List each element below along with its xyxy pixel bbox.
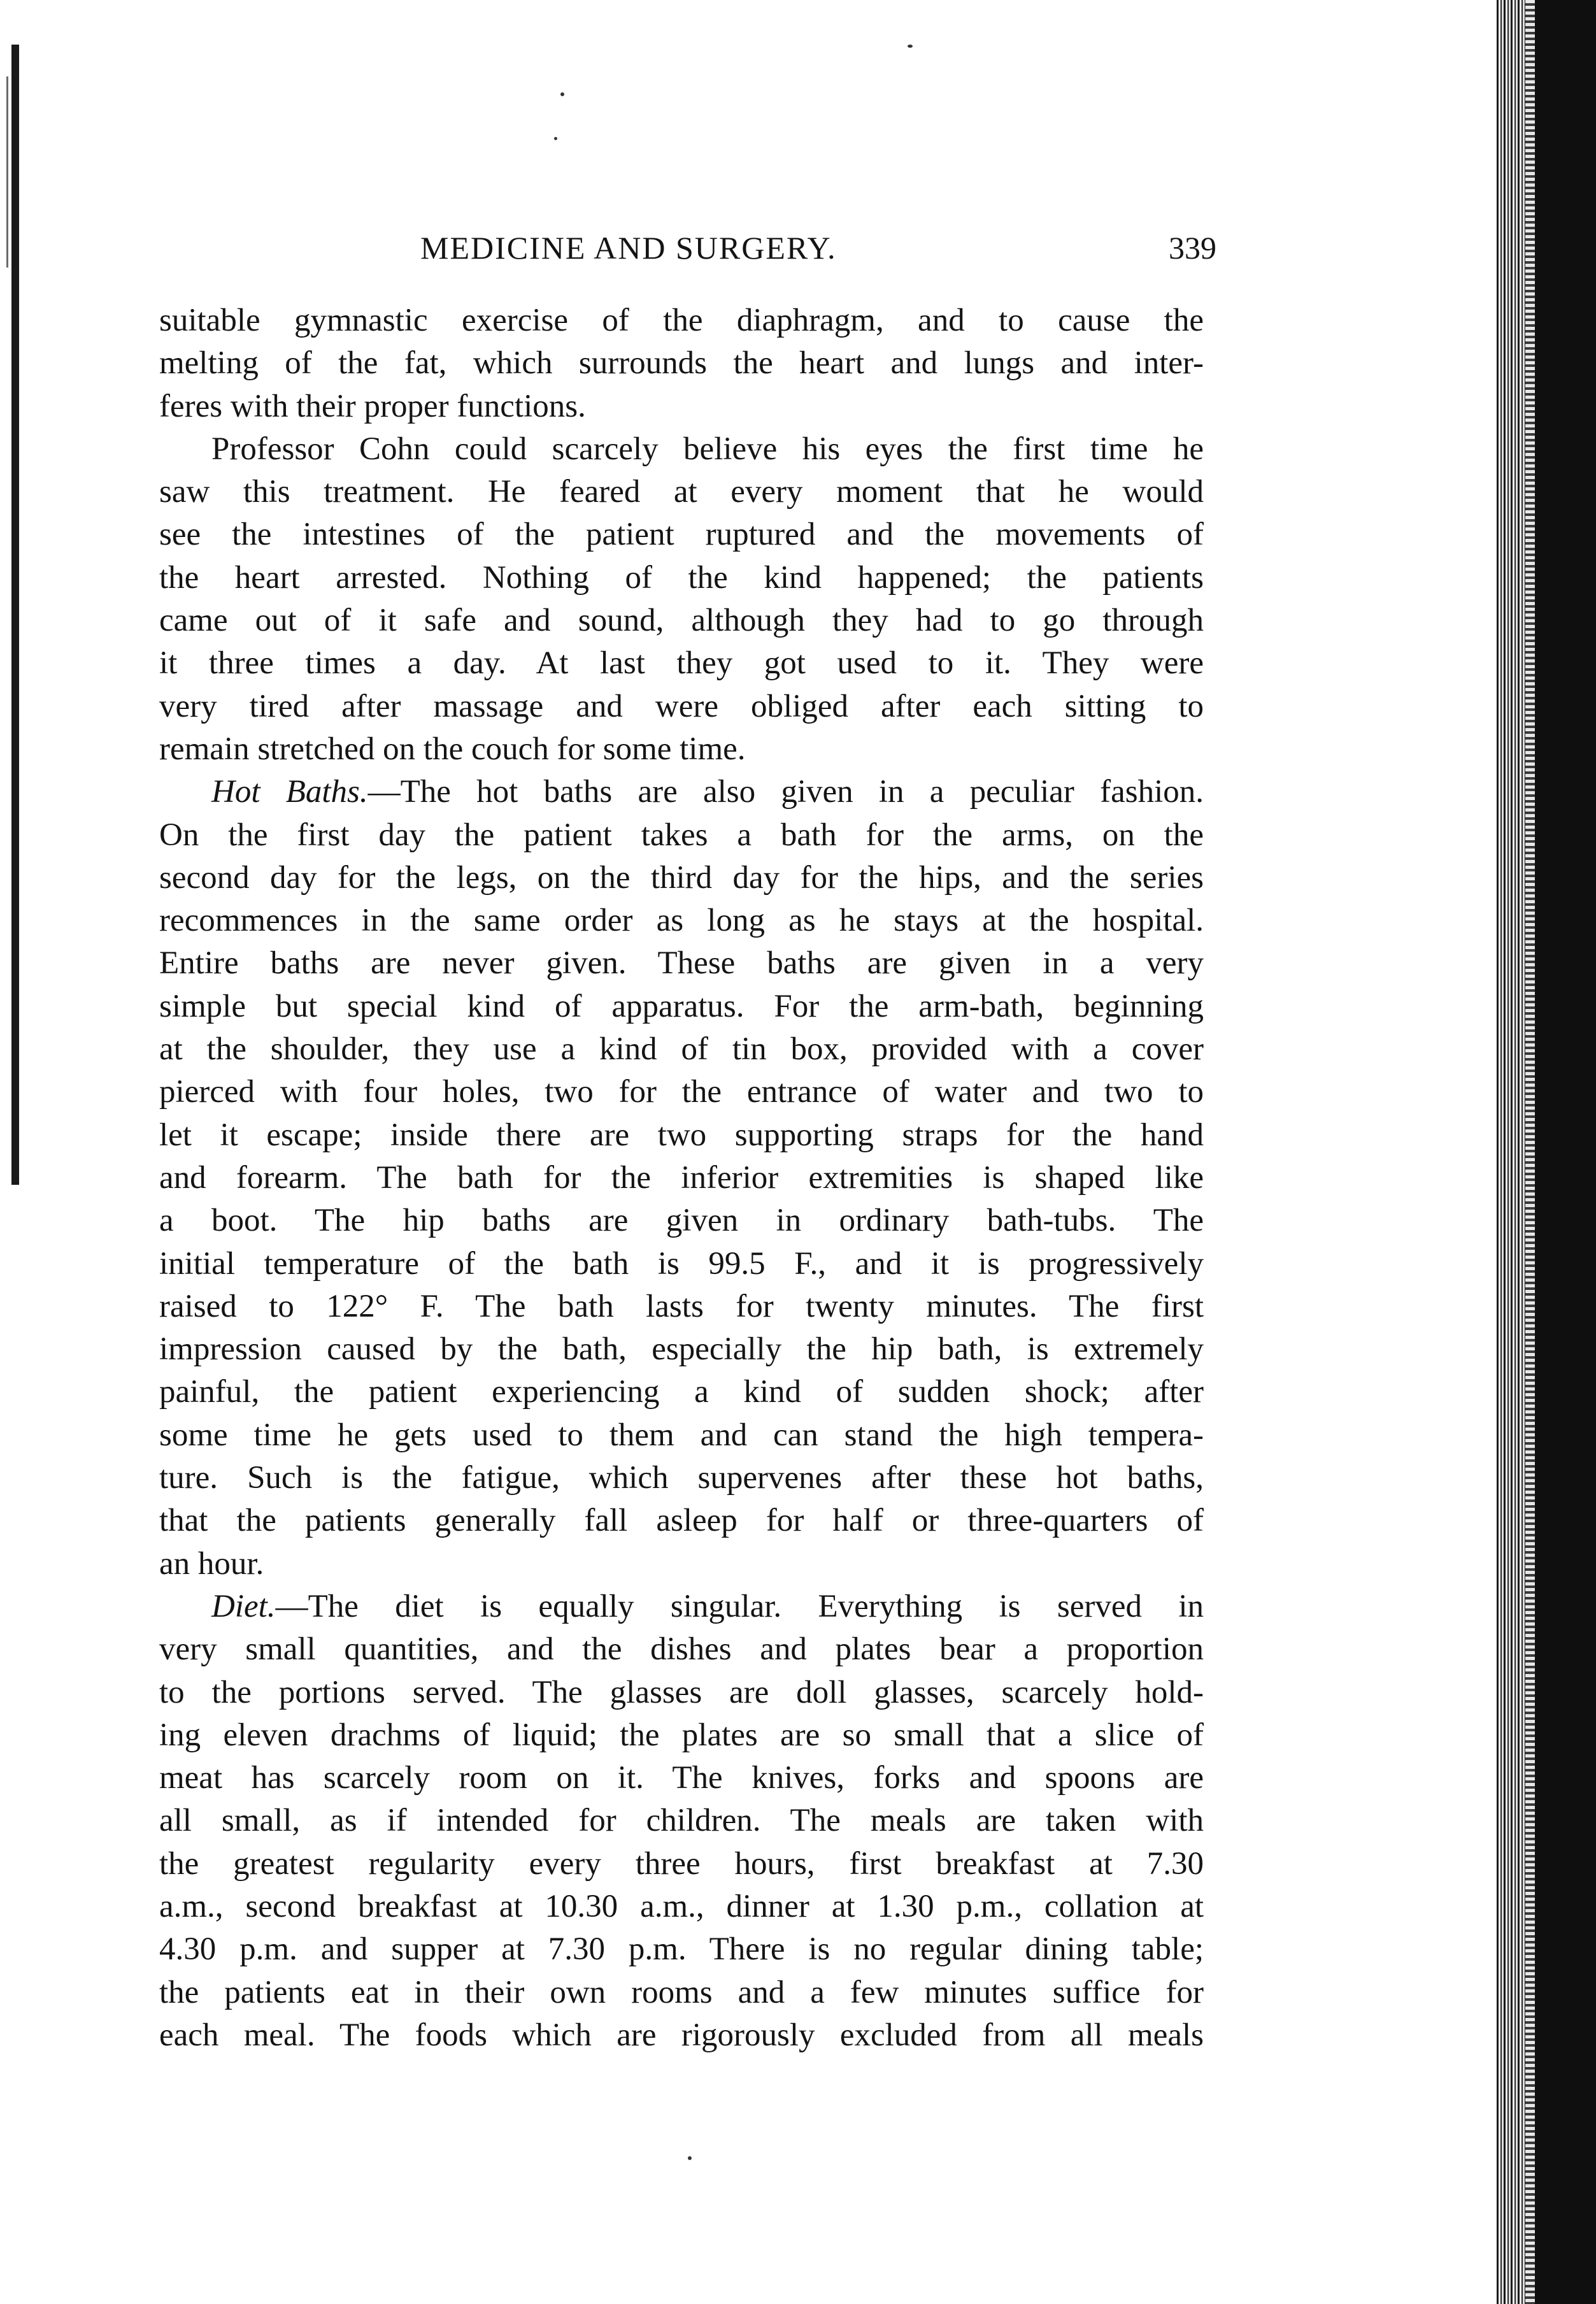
text-line: pierced with four holes, two for the entrance of water and two to: [159, 1074, 1204, 1110]
text-line: painful, the patient experiencing a kind of sudden shock; after: [159, 1374, 1204, 1410]
text-line: some time he gets used to them and can stand the high tempera-: [159, 1417, 1204, 1453]
text-line: raised to 122° F. The bath lasts for twenty minutes. The first: [159, 1288, 1204, 1324]
text-line: all small, as if intended for children. The meals are taken with: [159, 1803, 1204, 1839]
text-line: an hour.: [159, 1545, 264, 1582]
text-line: saw this treatment. He feared at every moment that he would: [159, 474, 1204, 510]
text-line: a boot. The hip baths are given in ordinary bath-tubs. The: [159, 1203, 1204, 1239]
paragraph-start-line: Professor Cohn could scarcely believe his eyes the first time he: [211, 431, 1204, 467]
text-line: it three times a day. At last they got used to it. They were: [159, 645, 1204, 682]
text-line: the patients eat in their own rooms and a few minutes suffice for: [159, 1974, 1204, 2010]
ink-speck: [560, 92, 564, 96]
paragraph-start-line: [159, 771, 1204, 813]
ink-speck: [554, 137, 557, 140]
page-number: 339: [1169, 230, 1216, 266]
running-head: MEDICINE AND SURGERY.: [420, 230, 837, 266]
text-line: the heart arrested. Nothing of the kind happened; the patients: [159, 559, 1204, 596]
text-line: came out of it safe and sound, although they had to go through: [159, 603, 1204, 639]
text-line: that the patients generally fall asleep for half or three-quarters of: [159, 1503, 1204, 1539]
text-line: very small quantities, and the dishes and plates bear a proportion: [159, 1631, 1204, 1668]
text-line: suitable gymnastic exercise of the diaphragm, and to cause the: [159, 303, 1204, 338]
text-line: each meal. The foods which are rigorously excluded from all meals: [159, 2017, 1204, 2053]
text-line: at the shoulder, they use a kind of tin box, provided with a cover: [159, 1031, 1204, 1068]
ink-speck: [688, 2156, 692, 2160]
right-page-edge-texture: [1525, 0, 1535, 2304]
text-line: remain stretched on the couch for some time.: [159, 731, 746, 767]
text-line: a.m., second breakfast at 10.30 a.m., dinner at 1.30 p.m., collation at: [159, 1888, 1204, 1924]
right-page-edge-shadow: [1535, 0, 1596, 2304]
text-line: Entire baths are never given. These baths are given in a very: [159, 945, 1204, 982]
text-run: —The diet is equally singular. Everything is served in: [275, 1588, 1204, 1624]
text-line: very tired after massage and were obliged after each sitting to: [159, 688, 1204, 724]
text-line: impression caused by the bath, especially the hip bath, is extremely: [159, 1331, 1204, 1368]
text-line: see the intestines of the patient ruptured and the movements of: [159, 517, 1204, 553]
text-line: meat has scarcely room on it. The knives, forks and spoons are: [159, 1760, 1204, 1796]
left-binding-shadow: [11, 45, 19, 1185]
text-line: ing eleven drachms of liquid; the plates are so small that a slice of: [159, 1717, 1204, 1753]
paragraph-start-line: [159, 1585, 1204, 1628]
text-line: to the portions served. The glasses are doll glasses, scarcely hold-: [159, 1674, 1204, 1710]
text-line: and forearm. The bath for the inferior extremities is shaped like: [159, 1159, 1204, 1196]
text-line: recommences in the same order as long as he stays at the hospital.: [159, 903, 1204, 939]
ink-speck: [908, 45, 913, 48]
text-line: feres with their proper functions.: [159, 388, 586, 424]
text-run: —The hot baths are also given in a peculiar fashion.: [367, 774, 1204, 810]
text-line: On the first day the patient takes a bath for the arms, on the: [159, 817, 1204, 853]
page-header: [159, 229, 1216, 274]
section-heading-hot-baths: Hot Baths.: [211, 774, 368, 810]
text-line: initial temperature of the bath is 99.5 F., and it is progressively: [159, 1245, 1204, 1282]
text-line: the greatest regularity every three hours, first breakfast at 7.30: [159, 1845, 1204, 1882]
section-heading-diet: Diet.: [211, 1588, 276, 1624]
text-line: second day for the legs, on the third day for the hips, and the series: [159, 859, 1204, 896]
text-line: 4.30 p.m. and supper at 7.30 p.m. There is no regular dining table;: [159, 1931, 1204, 1968]
left-binding-mark: [6, 76, 8, 268]
page-body: [159, 299, 1204, 2057]
text-line: let it escape; inside there are two supporting straps for the hand: [159, 1117, 1204, 1153]
text-line: ture. Such is the fatigue, which supervenes after these hot baths,: [159, 1460, 1204, 1496]
text-line: simple but special kind of apparatus. For the arm-bath, beginning: [159, 988, 1204, 1024]
text-line: melting of the fat, which surrounds the heart and lungs and inter-: [159, 345, 1204, 382]
